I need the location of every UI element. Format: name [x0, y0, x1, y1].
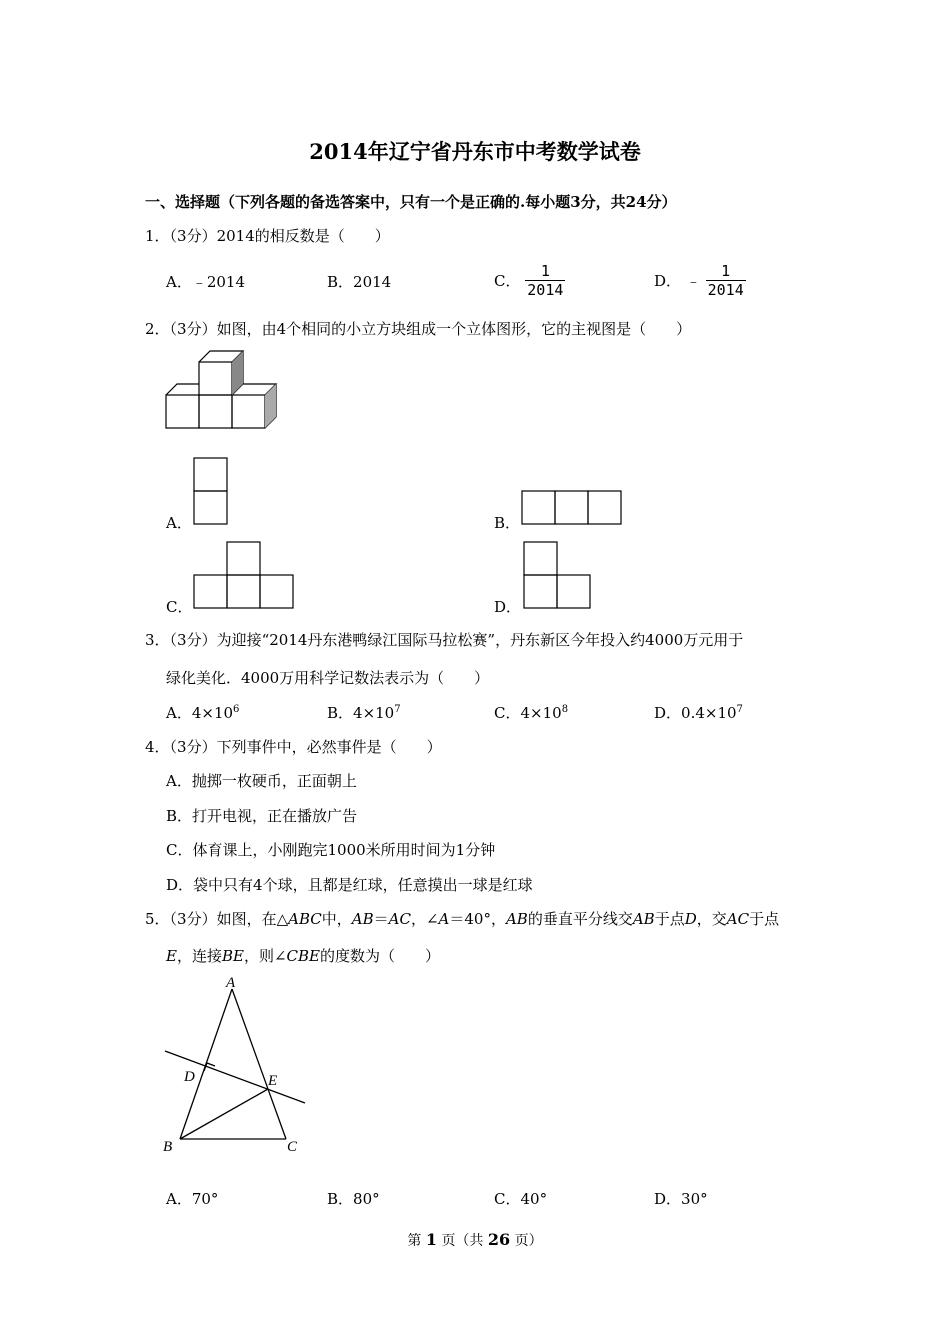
fraction-denominator: 2014 — [707, 281, 744, 299]
text-run: ，则∠ — [243, 947, 287, 965]
q2-cube-figure — [165, 350, 280, 430]
math-var: AB — [351, 910, 374, 928]
math-var: CBE — [286, 947, 320, 965]
math-var: AB — [505, 910, 528, 928]
q2-option-a: A． — [166, 514, 192, 532]
q3-option-a-exponent: 6 — [233, 704, 240, 715]
vertex-label-b: B — [163, 1139, 173, 1155]
q4-option-a: A．抛掷一枚硬币，正面朝上 — [166, 772, 357, 790]
q3-option-a-base: A．4×10 — [166, 704, 234, 722]
q1-option-a: A．﹣2014 — [166, 273, 246, 291]
q4-option-d: D．袋中只有4个球，且都是红球，任意摸出一球是红球 — [166, 876, 533, 894]
point-label-e: E — [268, 1073, 278, 1089]
q1-option-d-label: D． — [654, 272, 682, 290]
q3-option-b — [327, 702, 401, 723]
fraction-numerator: 1 — [525, 262, 565, 281]
total-pages: 26 — [487, 1230, 511, 1249]
q1-option-c-fraction — [525, 262, 565, 299]
footer-text: 页（共 — [441, 1233, 484, 1249]
q2-option-a-figure — [193, 457, 229, 525]
question-3-stem-line2: 绿化美化．4000万用科学记数法表示为（ ） — [166, 669, 490, 687]
q5-option-d: D．30° — [654, 1190, 708, 1208]
q2-option-c: C． — [166, 598, 193, 616]
q5-triangle-figure — [160, 975, 310, 1155]
q2-option-b-figure — [521, 490, 623, 526]
text-run: 5．（3分）如图，在△ — [145, 910, 289, 928]
math-var: A — [438, 910, 450, 928]
math-var: D — [684, 910, 697, 928]
q1-option-c — [494, 262, 565, 299]
math-var: ABC — [288, 910, 322, 928]
q5-option-a: A．70° — [166, 1190, 219, 1208]
math-var: AB — [632, 910, 655, 928]
q3-option-c-exponent: 8 — [561, 704, 569, 715]
q2-option-d-figure — [523, 541, 592, 609]
q5-option-b: B．80° — [327, 1190, 380, 1208]
question-1-stem: 1．（3分）2014的相反数是（ ） — [145, 227, 390, 245]
page-title: 2014年辽宁省丹东市中考数学试卷 — [309, 139, 641, 164]
q5-option-c: C．40° — [494, 1190, 548, 1208]
section-heading: 一、选择题（下列各题的备选答案中，只有一个是正确的.每小题3分，共24分） — [145, 193, 677, 211]
text-run: ＝40°， — [449, 910, 506, 928]
fraction-denominator: 2014 — [527, 281, 564, 299]
text-run: ，交 — [696, 910, 727, 928]
question-2-stem: 2．（3分）如图，由4个相同的小立方块组成一个立体图形，它的主视图是（ ） — [145, 320, 692, 338]
page-number: 1 — [425, 1230, 437, 1249]
text-run: 的度数为（ ） — [319, 947, 440, 965]
vertex-label-a: A — [226, 975, 236, 991]
q3-option-b-base: B．4×10 — [327, 704, 395, 722]
text-run: 的垂直平分线交 — [527, 910, 633, 928]
q2-option-b: B． — [494, 514, 521, 532]
q2-option-d: D． — [494, 598, 522, 616]
text-run: ，连接 — [176, 947, 222, 965]
math-var: E — [166, 947, 177, 965]
q1-option-d — [654, 262, 746, 299]
q3-option-c — [494, 702, 568, 723]
q2-option-c-figure — [193, 541, 295, 609]
q1-option-d-fraction — [706, 262, 746, 299]
q3-option-d-exponent: 7 — [736, 704, 743, 715]
fraction-numerator: 1 — [706, 262, 746, 281]
point-label-d: D — [184, 1069, 195, 1085]
q3-option-d — [654, 702, 743, 723]
q1-option-c-label: C． — [494, 272, 521, 290]
text-run: ，∠ — [410, 910, 439, 928]
question-5-stem-line1 — [145, 908, 779, 929]
footer-text: 页） — [514, 1233, 543, 1249]
text-run: 于点 — [654, 910, 685, 928]
question-3-stem-line1: 3．（3分）为迎接“2014丹东港鸭绿江国际马拉松赛”，丹东新区今年投入约4000万元用于 — [145, 631, 744, 649]
text-run: 于点 — [749, 910, 780, 928]
question-5-stem-line2 — [166, 945, 440, 966]
question-4-stem: 4．（3分）下列事件中，必然事件是（ ） — [145, 738, 442, 756]
math-var: AC — [726, 910, 750, 928]
text-run: 中， — [321, 910, 352, 928]
text-run: ＝ — [373, 910, 389, 928]
vertex-label-c: C — [287, 1139, 298, 1155]
math-var: BE — [221, 947, 244, 965]
q3-option-d-base: D．0.4×10 — [654, 704, 737, 722]
q1-option-b: B．2014 — [327, 273, 392, 291]
page-footer — [0, 1230, 950, 1250]
q3-option-a — [166, 702, 239, 723]
q1-option-d-sign: ﹣ — [685, 272, 701, 290]
q4-option-c: C．体育课上，小刚跑完1000米所用时间为1分钟 — [166, 841, 496, 859]
footer-text: 第 — [407, 1233, 422, 1249]
q3-option-c-base: C．4×10 — [494, 704, 562, 722]
math-var: AC — [388, 910, 411, 928]
q3-option-b-exponent: 7 — [394, 704, 401, 715]
q4-option-b: B．打开电视，正在播放广告 — [166, 807, 358, 825]
